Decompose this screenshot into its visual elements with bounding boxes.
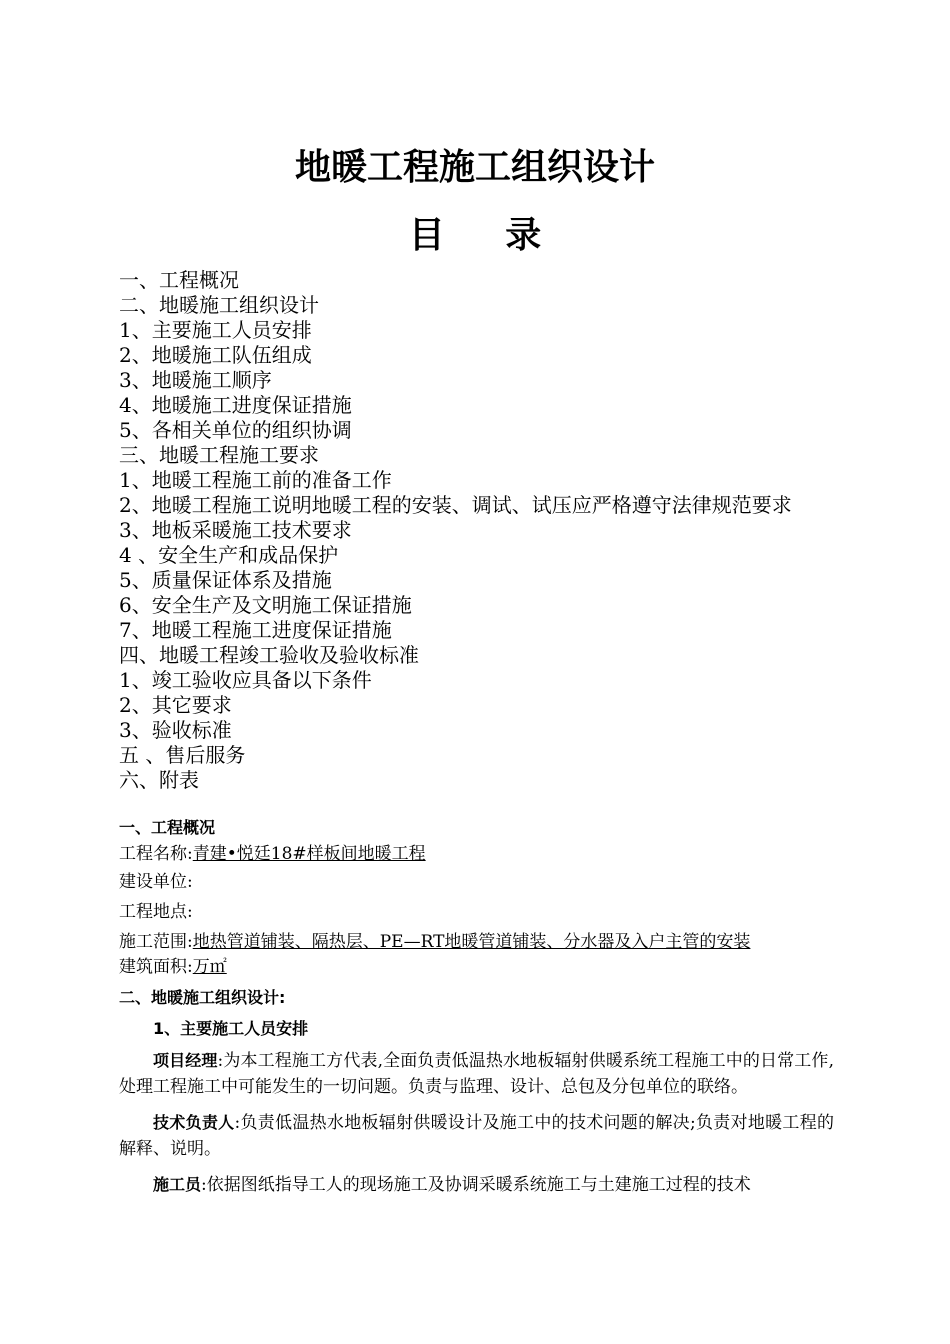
location-field (119, 898, 834, 926)
toc-heading: 目 录 (408, 215, 566, 256)
document-title: 地暖工程施工组织设计 (294, 147, 655, 188)
toc-item: 4、地暖施工进度保证措施 (119, 393, 352, 417)
role-label: 施工员 (153, 1175, 202, 1194)
section-heading-overview: 一、工程概况 (119, 818, 216, 837)
toc-item: 6、安全生产及文明施工保证措施 (119, 593, 412, 617)
toc-item: 1、地暖工程施工前的准备工作 (119, 468, 392, 492)
toc-item: 一、工程概况 (119, 268, 239, 292)
area-field (119, 956, 834, 978)
document-body (119, 816, 834, 1198)
field-label: 工程名称: (119, 844, 193, 864)
role-label: 项目经理 (153, 1051, 218, 1070)
toc-item: 四、地暖工程竣工验收及验收标准 (119, 643, 419, 667)
subsection-heading-staffing: 1、主要施工人员安排 (153, 1019, 309, 1038)
toc-item: 5、质量保证体系及措施 (119, 568, 332, 592)
scope-value: 地热管道铺装、隔热层、PE—RT地暖管道铺装、分水器及入户主管的安装 (192, 932, 751, 952)
toc-item: 2、地暖工程施工说明地暖工程的安装、调试、试压应严格遵守法律规范要求 (119, 493, 792, 517)
builder-field (119, 868, 834, 896)
field-label: 工程地点: (119, 902, 193, 922)
paragraph-site-worker (119, 1172, 834, 1198)
toc-item: 7、地暖工程施工进度保证措施 (119, 618, 392, 642)
scope-field (119, 928, 834, 956)
area-value: 万㎡ (192, 957, 227, 977)
toc-item: 3、地板采暖施工技术要求 (119, 518, 352, 542)
toc-item: 3、验收标准 (119, 718, 232, 742)
toc-item: 2、其它要求 (119, 693, 232, 717)
toc-item: 三、地暖工程施工要求 (119, 443, 319, 467)
field-label: 建筑面积: (119, 957, 193, 977)
field-label: 建设单位: (119, 872, 193, 892)
toc-item: 2、地暖施工队伍组成 (119, 343, 312, 367)
paragraph-text: :负责低温热水地板辐射供暖设计及施工中的技术问题的解决;负责对地暖工程的解释、说明。 (119, 1113, 834, 1159)
toc-item: 4 、安全生产和成品保护 (119, 543, 339, 567)
paragraph-project-manager (119, 1048, 834, 1100)
toc-item: 3、地暖施工顺序 (119, 368, 272, 392)
toc-item: 六、附表 (119, 768, 199, 792)
table-of-contents (119, 268, 839, 793)
toc-item: 1、主要施工人员安排 (119, 318, 312, 342)
toc-item: 1、竣工验收应具备以下条件 (119, 668, 372, 692)
toc-item: 二、地暖施工组织设计 (119, 293, 319, 317)
project-name-field (119, 840, 834, 868)
project-name-value: 青建•悦廷18#样板间地暖工程 (192, 844, 426, 864)
paragraph-text: :依据图纸指导工人的现场施工及协调采暖系统施工与土建施工过程的技术 (201, 1175, 751, 1195)
role-label: 技术负责人 (153, 1113, 235, 1132)
toc-item: 5、各相关单位的组织协调 (119, 418, 352, 442)
section-heading-organization: 二、地暖施工组织设计: (119, 988, 286, 1007)
paragraph-text: :为本工程施工方代表,全面负责低温热水地板辐射供暖系统工程施工中的日常工作,处理工程施工中可能发生的一切问题。负责与监理、设计、总包及分包单位的联络。 (119, 1051, 834, 1097)
field-label: 施工范围: (119, 932, 193, 952)
paragraph-technical-lead (119, 1110, 834, 1162)
toc-item: 五 、售后服务 (119, 743, 246, 767)
